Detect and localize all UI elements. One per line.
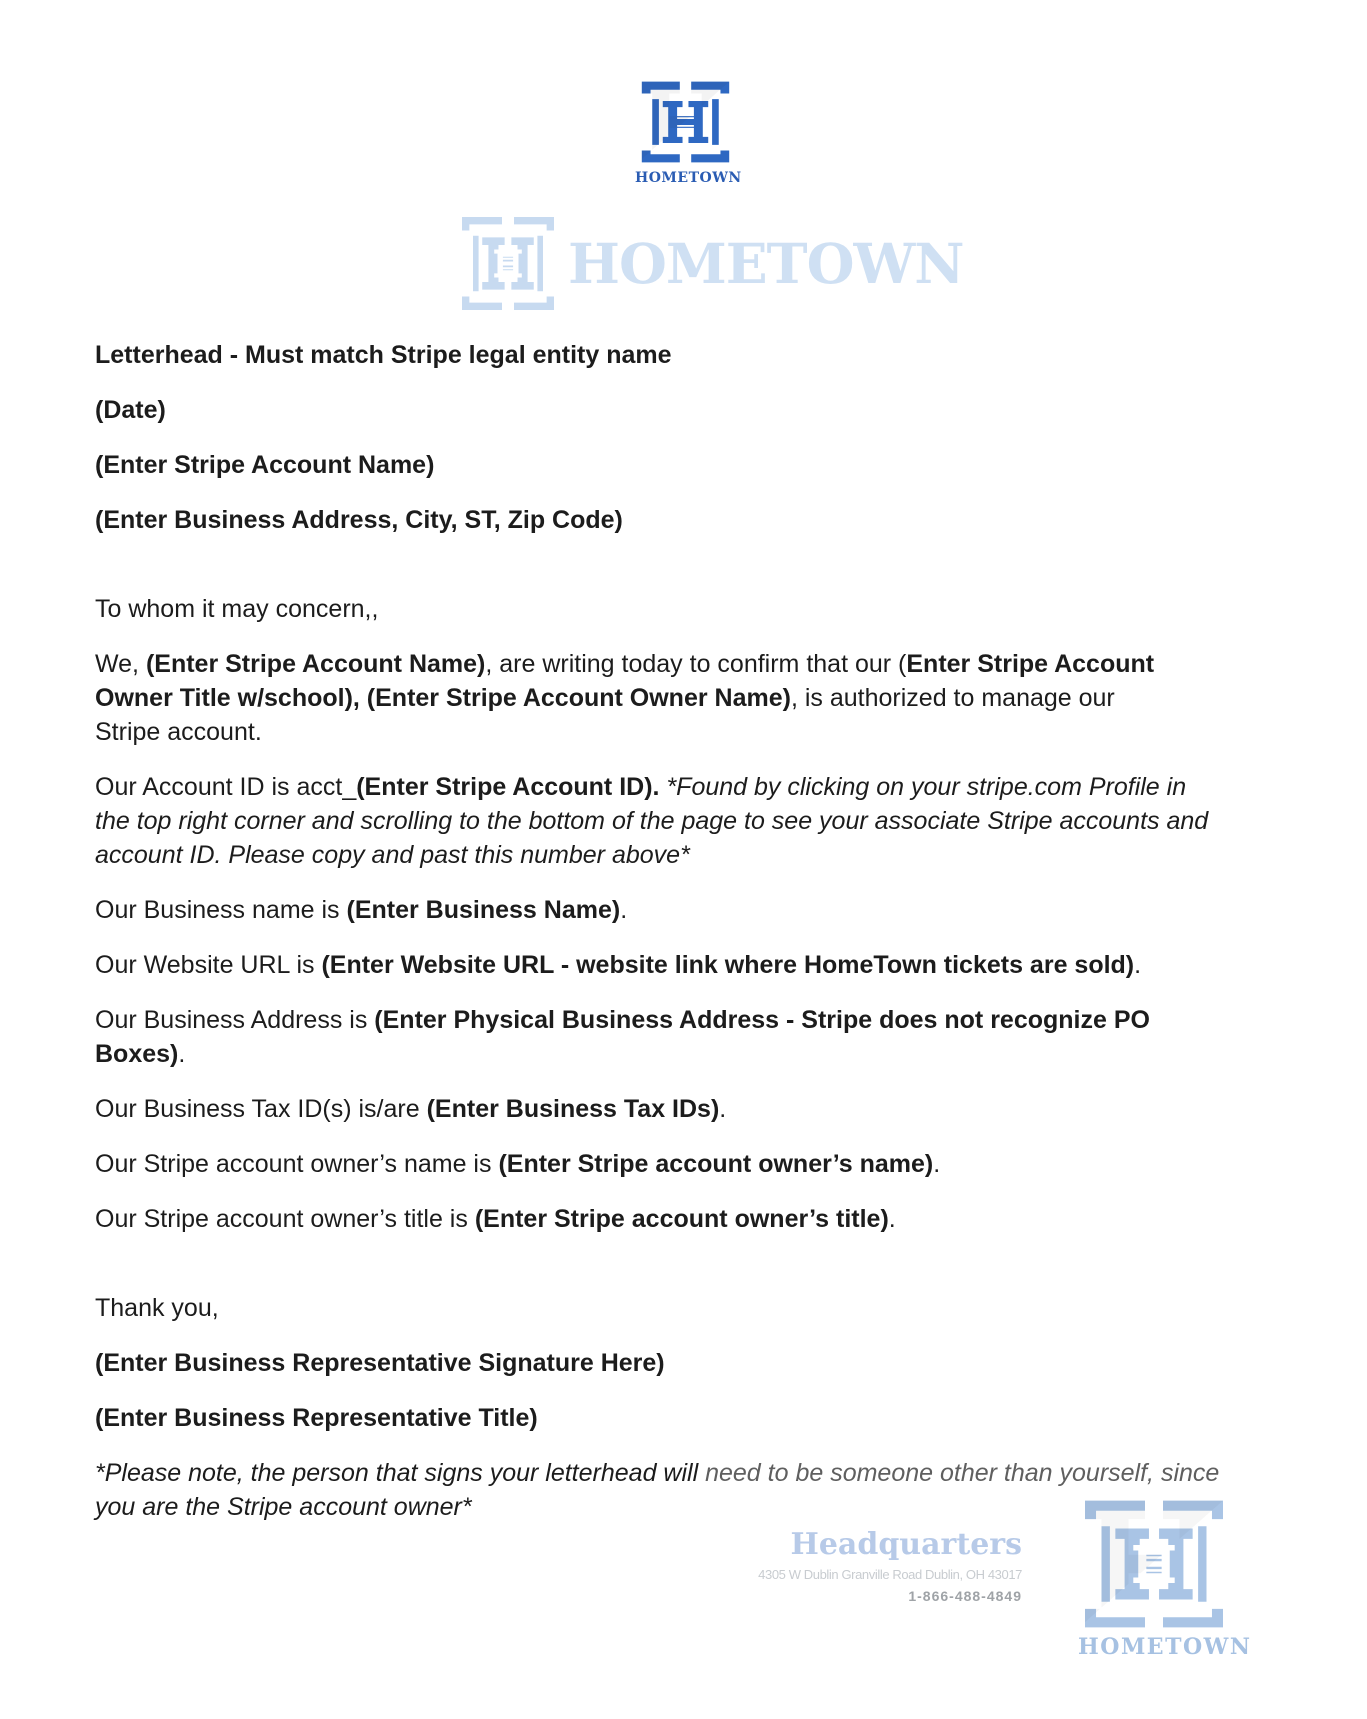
headquarters-phone: 1-866-488-4849 — [908, 1588, 1022, 1604]
hometown-watermark — [458, 215, 964, 312]
paragraph-closing: Thank you, — [95, 1294, 219, 1322]
headquarters-title: Headquarters — [790, 1527, 1022, 1562]
hometown-h-icon — [638, 80, 733, 164]
hometown-watermark-wordmark: HOMETOWN — [568, 231, 964, 296]
hometown-footer-wordmark: HOMETOWN — [1078, 1634, 1252, 1660]
paragraph-owner-name-line: Our Stripe account owner’s name is (Enter Stripe account owner’s name). — [95, 1150, 941, 1178]
paragraph-date-placeholder: (Date) — [95, 396, 166, 424]
paragraph-salutation: To whom it may concern,, — [95, 595, 379, 623]
paragraph-business-name-line: Our Business name is (Enter Business Name). — [95, 896, 628, 924]
paragraph-business-address-line: Our Business Address is (Enter Physical Business Address - Stripe does not recognize PO Boxes). — [95, 1006, 1150, 1068]
paragraph-business-address-placeholder: (Enter Business Address, City, ST, Zip Code) — [95, 506, 623, 534]
hometown-h-watermark-icon — [458, 215, 558, 312]
paragraph-account-name-placeholder: (Enter Stripe Account Name) — [95, 451, 435, 479]
paragraph-signature-placeholder: (Enter Business Representative Signature Here) — [95, 1349, 665, 1377]
headquarters-address: 4305 W Dublin Granville Road Dublin, OH 43017 — [758, 1567, 1022, 1582]
paragraph-representative-title-placeholder: (Enter Business Representative Title) — [95, 1404, 538, 1432]
paragraph-tax-id-line: Our Business Tax ID(s) is/are (Enter Business Tax IDs). — [95, 1095, 727, 1123]
paragraph-signer-note: *Please note, the person that signs your letterhead will need to be someone other than yourself, since you are the Stripe account owner* — [95, 1459, 1220, 1521]
paragraph-authorization-paragraph: We, (Enter Stripe Account Name), are writing today to confirm that our (Enter Stripe Account Owner Title w/school), (Enter Stripe Account Owner Name), is authorized to manage our Stripe account. — [95, 650, 1155, 746]
hometown-wordmark: HOMETOWN — [635, 170, 742, 186]
paragraph-letterhead-heading: Letterhead - Must match Stripe legal entity name — [95, 341, 672, 369]
paragraph-account-id-paragraph: Our Account ID is acct_(Enter Stripe Account ID). *Found by clicking on your stripe.com Profile in the top right corner and scrolling to the bottom of the page to see your associate Stripe accounts and account ID. Please copy and past this number above* — [95, 773, 1209, 869]
letter-body — [95, 338, 1275, 1545]
header-logo — [635, 80, 742, 186]
paragraph-website-url-line: Our Website URL is (Enter Website URL - website link where HomeTown tickets are sold). — [95, 951, 1142, 979]
paragraph-owner-title-line: Our Stripe account owner’s title is (Enter Stripe account owner’s title). — [95, 1205, 896, 1233]
